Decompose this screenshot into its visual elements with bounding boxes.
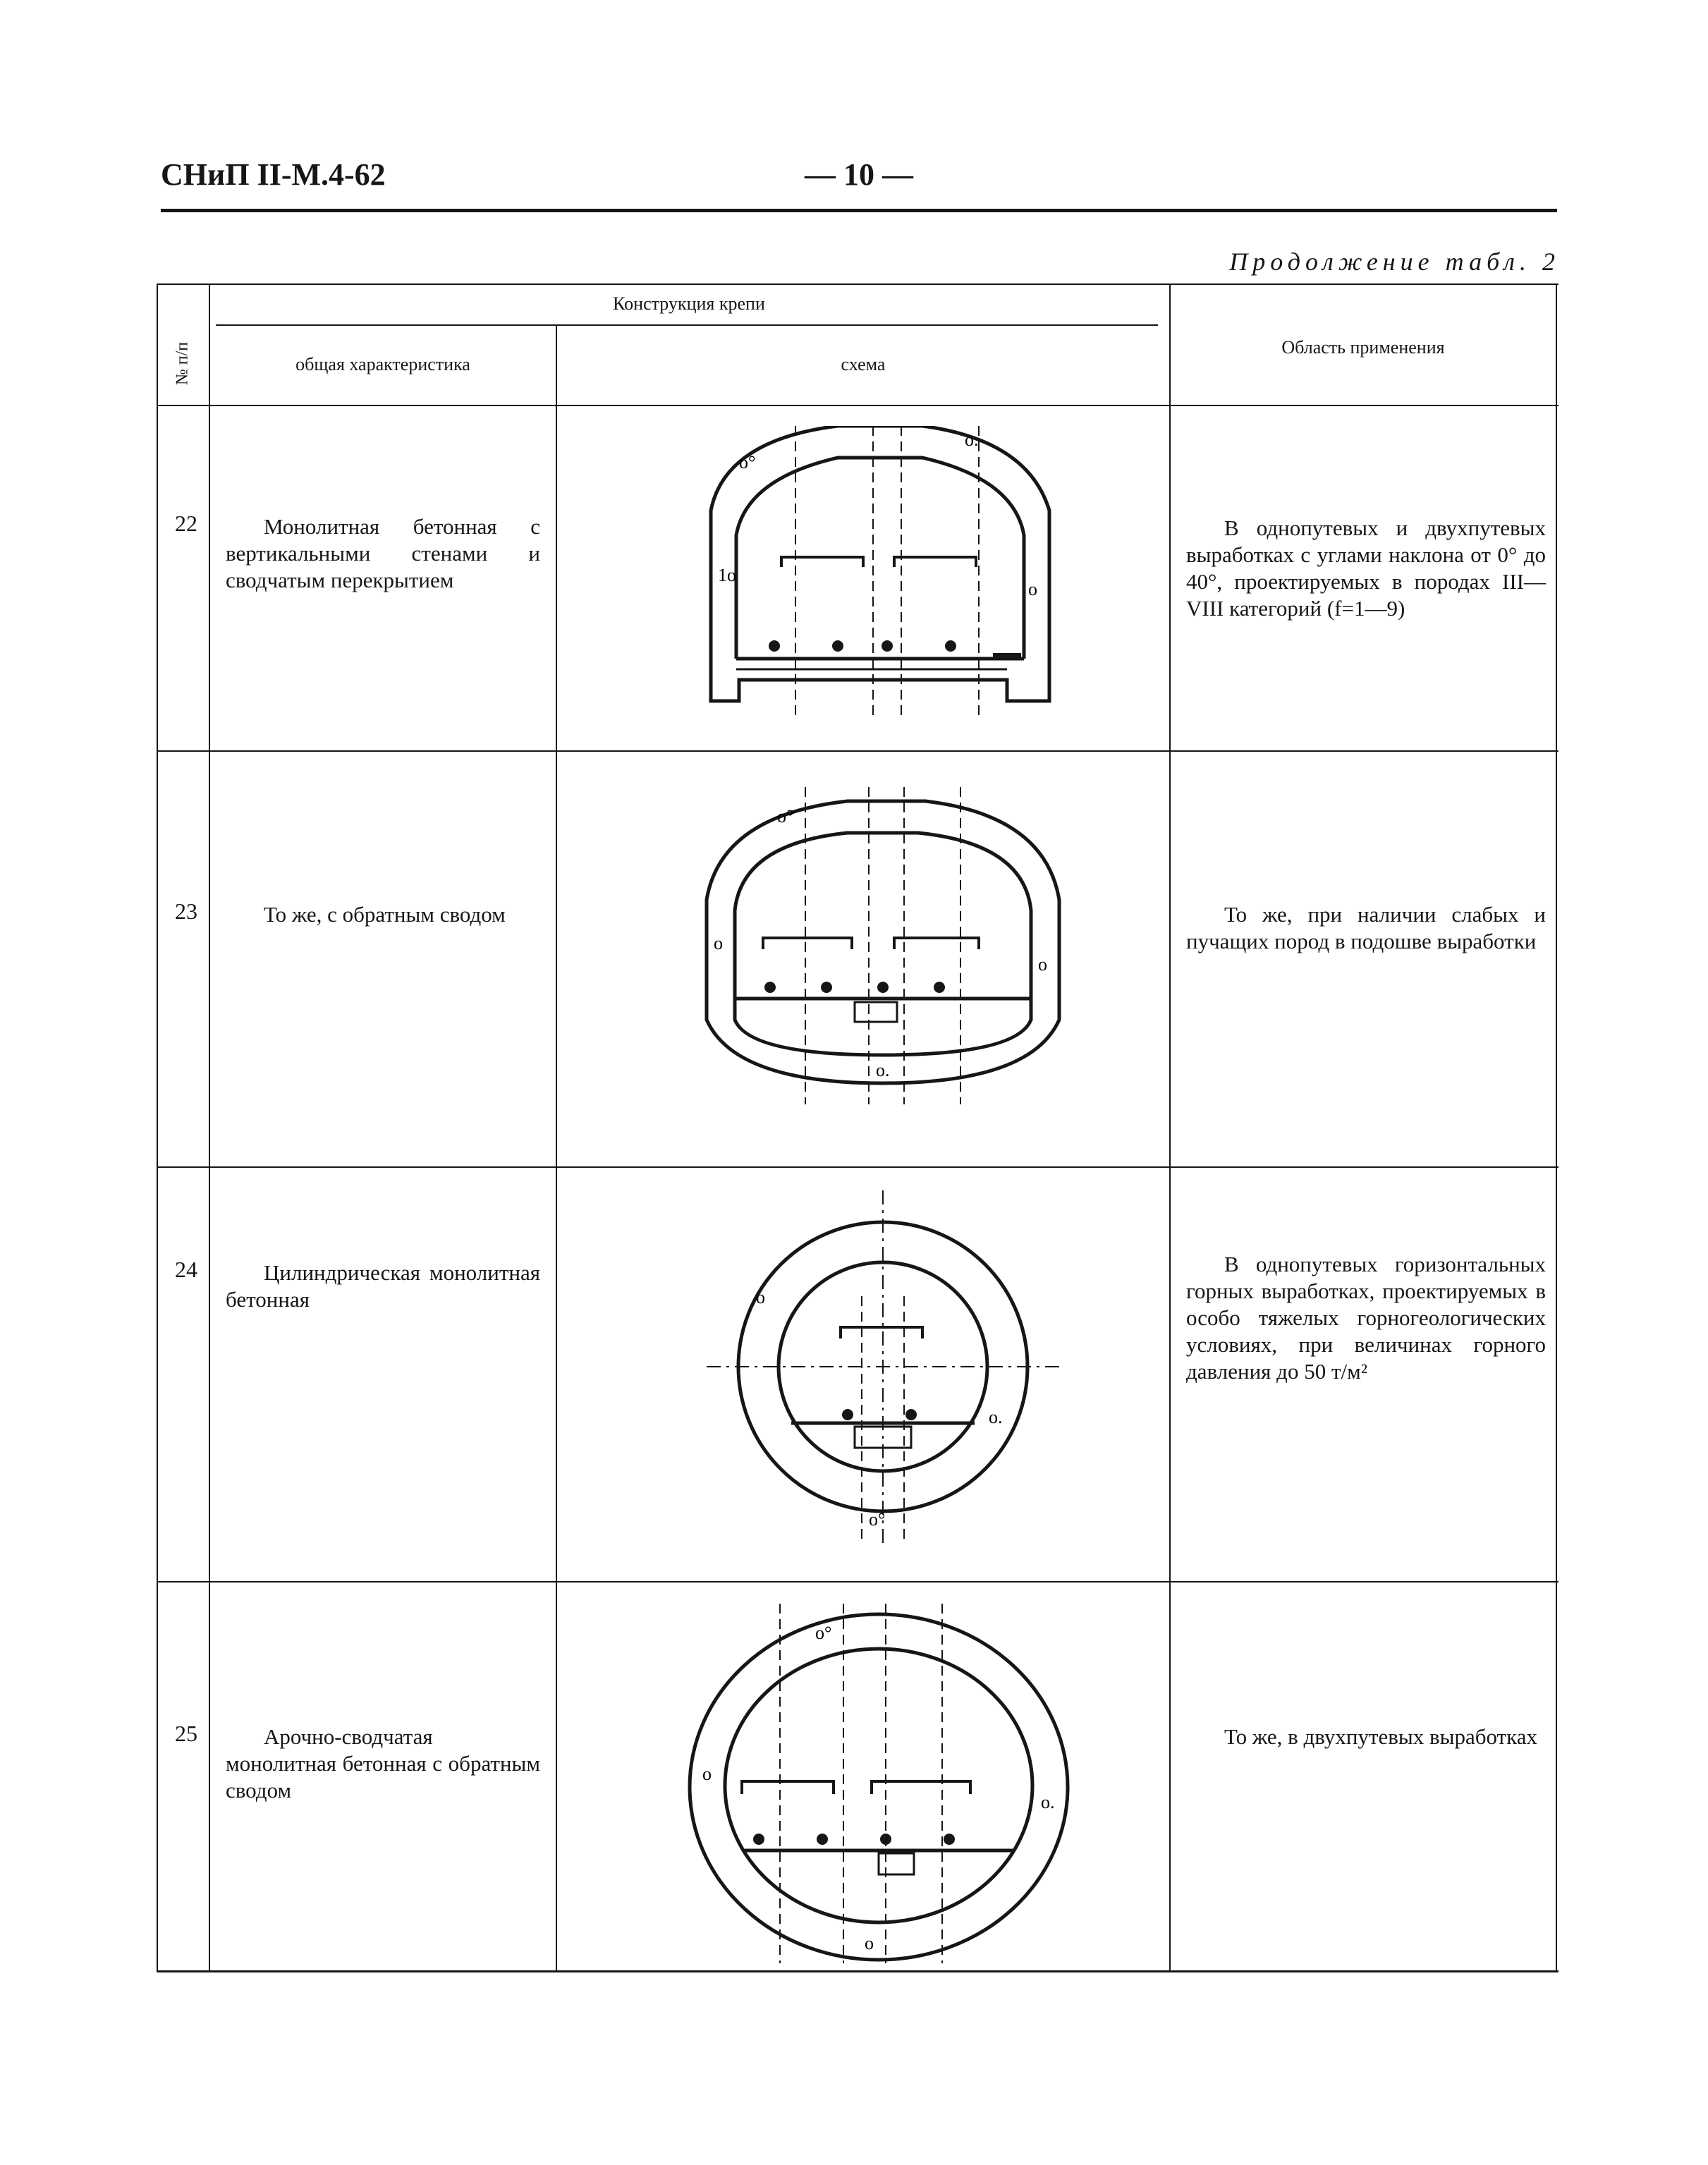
svg-text:1o: 1o xyxy=(718,565,736,585)
scheme-25-arched-inverted xyxy=(674,1597,1083,1963)
svg-text:o°: o° xyxy=(869,1509,886,1530)
scheme-24-cylindrical xyxy=(707,1190,1059,1543)
row-description: Цилиндрическая монолитная бетонная xyxy=(226,1260,540,1312)
svg-text:o.: o. xyxy=(965,429,979,450)
row-description: Арочно-сводчатая монолитная бетонная с обратным сводом xyxy=(226,1724,540,1803)
page-header xyxy=(161,157,1557,199)
svg-text:o°: o° xyxy=(739,452,756,472)
row-description: Монолитная бетонная с вертикальными стенами и сводчатым перекрытием xyxy=(226,514,540,592)
svg-text:o: o xyxy=(1038,954,1047,975)
row-number: 25 xyxy=(175,1721,197,1746)
column-header-scheme: схема xyxy=(841,354,886,374)
svg-text:o.: o. xyxy=(989,1407,1003,1427)
svg-text:o: o xyxy=(1028,579,1037,599)
row-description: То же, с обратным сводом xyxy=(264,902,506,927)
column-divider xyxy=(1169,285,1171,1970)
row-number: 22 xyxy=(175,511,197,536)
header-subrule xyxy=(216,324,1158,326)
row-application: В однопутевых горизонтальных горных выработках, проектируемых в особо тяжелых горногеологических условиях, при величинах горного давления до 50 т/м² xyxy=(1186,1252,1546,1384)
support-structures-table xyxy=(157,283,1558,1972)
page-number: — 10 — xyxy=(805,157,913,192)
scheme-22-vertical-walls xyxy=(697,426,1063,715)
row-application: То же, при наличии слабых и пучащих пород в подошве выработки xyxy=(1186,902,1546,953)
table-border-right xyxy=(1556,285,1557,1970)
column-header-general: общая характеристика xyxy=(295,354,470,374)
column-header-application: Область применения xyxy=(1281,337,1445,358)
svg-text:o.: o. xyxy=(876,1060,890,1080)
row-application: То же, в двухпутевых выработках xyxy=(1224,1724,1537,1749)
row-separator xyxy=(157,1166,1558,1168)
row-application: В однопутевых и двухпутевых выработках с углами наклона от 0° до 40°, проектируемых в породах III—VIII категорий (f=1—9) xyxy=(1186,516,1546,621)
row-number: 24 xyxy=(175,1257,197,1282)
column-header-group: Конструкция крепи xyxy=(613,293,765,314)
table-border-left xyxy=(157,285,158,1970)
scheme-23-inverted-arch xyxy=(693,787,1073,1104)
svg-text:o: o xyxy=(714,933,723,953)
svg-text:o°: o° xyxy=(815,1623,832,1643)
svg-text:o: o xyxy=(756,1287,765,1307)
column-divider xyxy=(209,285,210,1970)
svg-text:o: o xyxy=(865,1933,874,1953)
row-separator xyxy=(157,1581,1558,1582)
table-continuation-label: Продолжение табл. 2 xyxy=(1229,248,1560,276)
document-code: СНиП II-М.4-62 xyxy=(161,157,386,192)
header-bottom-rule xyxy=(157,405,1558,406)
column-divider xyxy=(556,326,557,1970)
svg-text:o.: o. xyxy=(1041,1792,1055,1812)
column-header-number: № п/п xyxy=(173,341,192,386)
header-rule xyxy=(161,209,1557,212)
row-number: 23 xyxy=(175,898,197,924)
row-separator xyxy=(157,750,1558,752)
svg-text:o°: o° xyxy=(777,806,794,827)
svg-text:o: o xyxy=(702,1764,712,1784)
